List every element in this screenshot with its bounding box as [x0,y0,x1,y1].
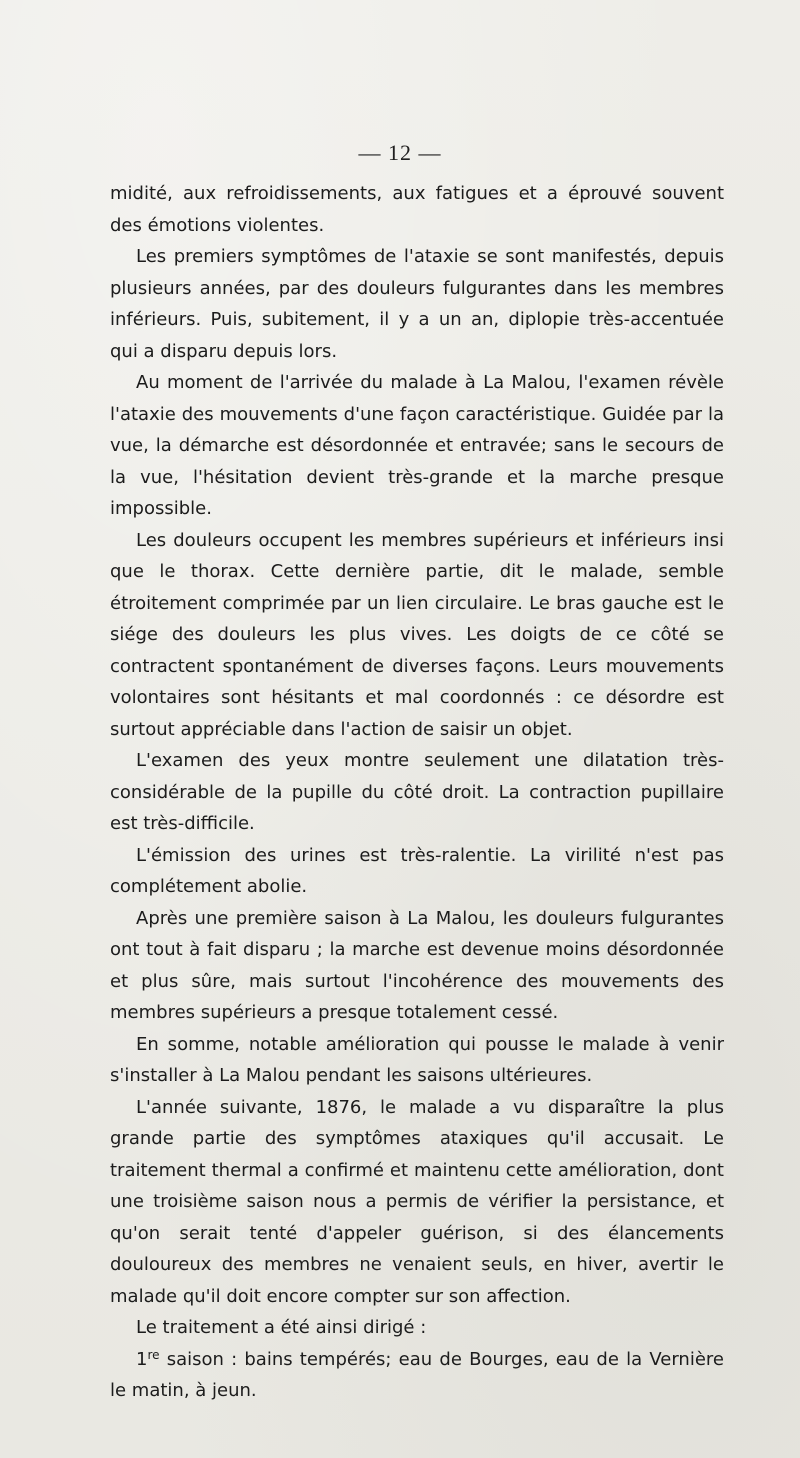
treatment-text: saison : bains tempérés; eau de Bourges, eau de la Vernière le matin, à jeun. [110,1348,724,1401]
paragraph: Les premiers symptômes de l'ataxie se sont manifestés, depuis plusieurs années, par des douleurs fulgurantes dans les membres inférieurs. Puis, subitement, il y a un an, diplopie très-accentuée qui a disparu depuis lors. [110,246,724,362]
paragraph: Au moment de l'arrivée du malade à La Malou, l'examen révèle l'ataxie des mouvements d'une façon caractéristique. Guidée par la vue, la démarche est désordonnée et entravée; sans le secours de la vue, l'hésitation devient très-grande et la marche presque impossible. [110,372,724,519]
body-text [110,178,724,1407]
paragraph: L'année suivante, 1876, le malade a vu disparaître la plus grande partie des symptômes ataxiques qu'il accusait. Le traitement thermal a confirmé et maintenu cette amélioration, dont une troisième saison nous a permis de vérifier la persistance, et qu'on serait tenté d'appeler guérison, si des élancements douloureux des membres ne venaient seuls, en hiver, avertir le malade qu'il doit encore compter sur son affection. [110,1096,724,1307]
paragraph: Après une première saison à La Malou, les douleurs fulgurantes ont tout à fait disparu ; la marche est devenue moins désordonnée et plus sûre, mais surtout l'incohérence des mouvements des membres supérieurs a presque totalement cessé. [110,907,724,1023]
ordinal-suffix: re [147,1347,160,1362]
page-number: — 12 — [358,140,442,165]
paragraph: Le traitement a été ainsi dirigé : [136,1317,427,1338]
paragraph-continuation: midité, aux refroidissements, aux fatigues et a éprouvé souvent des émotions violentes. [110,183,724,236]
ordinal-number: 1 [136,1348,148,1370]
paragraph-treatment-item [110,1344,724,1407]
paragraph: L'examen des yeux montre seulement une dilatation très-considérable de la pupille du côté droit. La contraction pupillaire est très-difficile. [110,750,724,834]
paragraph: Les douleurs occupent les membres supérieurs et inférieurs insi que le thorax. Cette dernière partie, dit le malade, semble étroitement comprimée par un lien circulaire. Le bras gauche est le siége des douleurs les plus vives. Les doigts de ce côté se contractent spontanément de diverses façons. Leurs mouvements volontaires sont hésitants et mal coordonnés : ce désordre est surtout appréciable dans l'action de saisir un objet. [110,529,724,740]
paragraph: L'émission des urines est très-ralentie. La virilité n'est pas complétement abolie. [110,844,724,897]
paragraph: En somme, notable amélioration qui pousse le malade à venir s'installer à La Malou pendant les saisons ultérieures. [110,1033,724,1086]
